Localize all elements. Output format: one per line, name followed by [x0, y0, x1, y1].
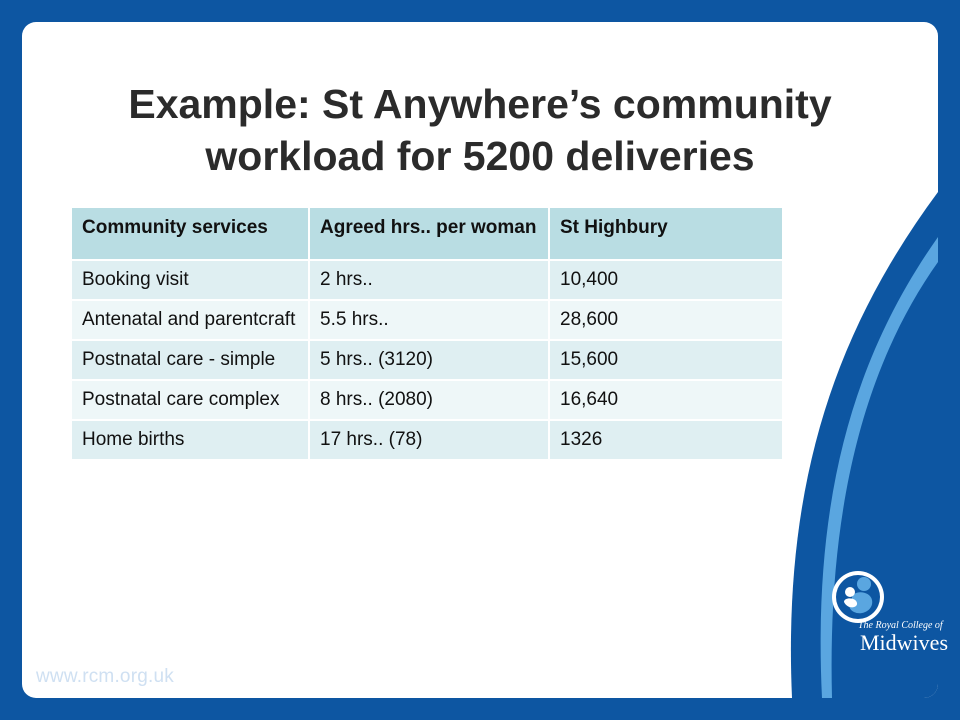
table-row	[72, 340, 783, 380]
cell-service: Postnatal care - simple	[72, 340, 309, 380]
cell-hours: 5 hrs.. (3120)	[309, 340, 549, 380]
cell-service: Postnatal care complex	[72, 380, 309, 420]
cell-total: 1326	[549, 420, 783, 460]
workload-table	[72, 208, 784, 461]
header-st-highbury: St Highbury	[549, 208, 783, 260]
table-row	[72, 300, 783, 340]
title-line-2: workload for 5200 deliveries	[205, 133, 755, 179]
title-line-1: Example: St Anywhere’s community	[128, 81, 832, 127]
cell-hours: 8 hrs.. (2080)	[309, 380, 549, 420]
cell-total: 16,640	[549, 380, 783, 420]
cell-service: Home births	[72, 420, 309, 460]
cell-hours: 5.5 hrs..	[309, 300, 549, 340]
table-row	[72, 420, 783, 460]
cell-total: 15,600	[549, 340, 783, 380]
table-row	[72, 260, 783, 300]
mother-child-icon	[830, 568, 886, 626]
slide-panel	[22, 22, 938, 698]
cell-total: 28,600	[549, 300, 783, 340]
cell-service: Booking visit	[72, 260, 309, 300]
cell-hours: 17 hrs.. (78)	[309, 420, 549, 460]
header-agreed-hours: Agreed hrs.. per woman	[309, 208, 549, 260]
cell-total: 10,400	[549, 260, 783, 300]
table-header-row	[72, 208, 783, 260]
slide-title	[22, 78, 938, 182]
logo-title: Midwives	[860, 630, 948, 655]
cell-hours: 2 hrs..	[309, 260, 549, 300]
logo-subtitle: The Royal College of	[858, 620, 943, 631]
rcm-logo	[822, 568, 948, 658]
header-community-services: Community services	[72, 208, 309, 260]
cell-service: Antenatal and parentcraft	[72, 300, 309, 340]
website-url[interactable]: www.rcm.org.uk	[36, 666, 174, 687]
table-row	[72, 380, 783, 420]
